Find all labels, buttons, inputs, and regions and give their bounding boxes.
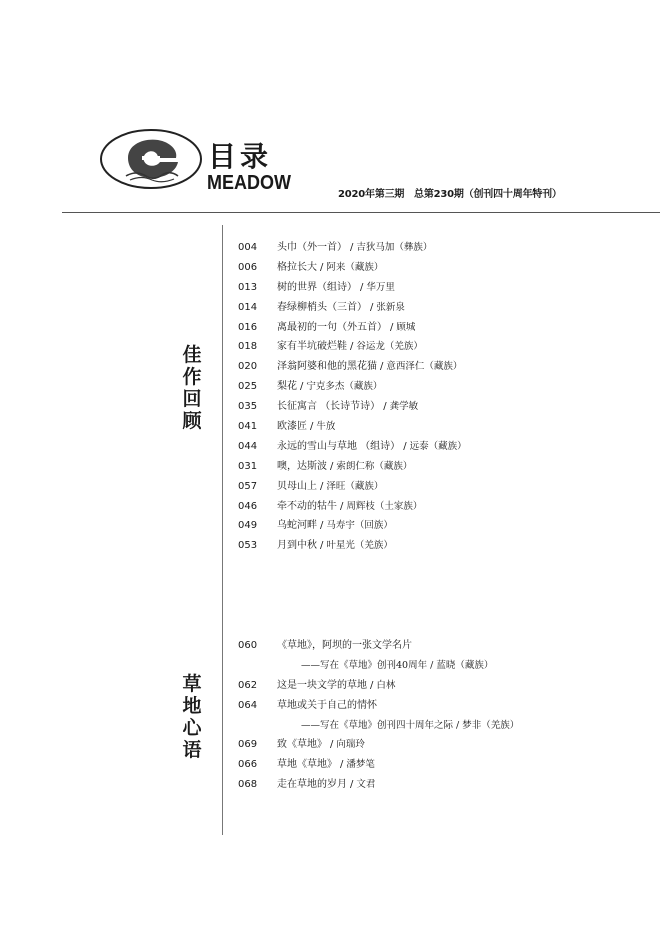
toc-entry[interactable]: 025 梨花 / 宁克多杰（藏族） — [238, 377, 467, 397]
entry-author: 白林 — [376, 679, 396, 691]
entry-title: 家有半坑破烂鞋 — [277, 341, 347, 353]
entry-title: 贝母山上 — [277, 480, 317, 492]
entry-title: 头巾（外一首） — [277, 242, 347, 253]
entry-author: 泽旺（藏族） — [326, 480, 384, 492]
entry-author: 顾城 — [396, 321, 416, 333]
toc-entry[interactable]: 068 走在草地的岁月 / 文君 — [238, 775, 519, 795]
entry-author: 牛放 — [316, 421, 336, 433]
toc-entry[interactable]: 013 树的世界（组诗） / 华万里 — [238, 278, 467, 298]
entry-author: 远泰（藏族） — [409, 440, 467, 452]
entry-title: 乌蛇河畔 — [277, 520, 317, 532]
entry-author: 吉狄马加（彝族） — [356, 242, 433, 253]
entry-title: 春绿柳梢头（三首） — [277, 301, 367, 313]
entry-author: 向瑞玲 — [336, 739, 365, 751]
page-number: 057 — [238, 480, 258, 492]
entry-title: 树的世界（组诗） — [277, 281, 357, 293]
toc-entry[interactable]: 046 牵不动的牯牛 / 周辉枝（土家族） — [238, 497, 467, 517]
page-number: 066 — [238, 759, 258, 771]
page-number: 046 — [238, 500, 258, 512]
entry-title: 噢，达斯波 — [277, 460, 327, 472]
entry-author: 马寿宇（回族） — [326, 520, 393, 532]
entry-author: 周辉枝（土家族） — [346, 500, 423, 512]
page-number: 020 — [238, 361, 258, 373]
entry-subtitle: ——写在《草地》创刊四十周年之际 / 梦非（羌族） — [301, 719, 520, 731]
page-number: 068 — [238, 779, 258, 791]
entry-author: 索朗仁称（藏族） — [336, 460, 413, 472]
toc-entry[interactable]: 053 月到中秋 / 叶星光（羌族） — [238, 536, 467, 556]
entry-title: 永远的雪山与草地 （组诗） — [277, 440, 401, 452]
toc-entry[interactable]: 035 长征寓言 （长诗节诗） / 龚学敏 — [238, 397, 467, 417]
toc-entry[interactable]: 020 泽翁阿婆和他的黑花猫 / 意西泽仁（藏族） — [238, 357, 467, 377]
entry-author: 谷运龙（羌族） — [356, 341, 423, 353]
section-label-caodi: 草地心语 — [182, 673, 202, 761]
page-number: 053 — [238, 540, 258, 552]
entry-title: 梨花 — [277, 381, 297, 393]
page-number: 031 — [238, 460, 258, 472]
page-number: 041 — [238, 421, 258, 433]
page-number: 016 — [238, 321, 258, 333]
page-number: 069 — [238, 739, 258, 751]
entry-author: 文君 — [356, 779, 376, 791]
entry-author: 龚学敏 — [389, 401, 419, 413]
entry-title: 格拉长大 — [277, 261, 317, 273]
entry-author: 张新泉 — [376, 301, 405, 313]
toc-entry[interactable]: 031 噢，达斯波 / 索朗仁称（藏族） — [238, 457, 467, 477]
entry-author: 阿来（藏族） — [326, 261, 384, 273]
page-number: 025 — [238, 381, 258, 393]
toc-entry[interactable]: 044 永远的雪山与草地 （组诗） / 远泰（藏族） — [238, 437, 467, 457]
entry-author: 潘梦笔 — [346, 759, 375, 771]
toc-entry[interactable]: 049 乌蛇河畔 / 马寿宇（回族） — [238, 516, 467, 536]
issue-info: 2020年第三期 总第230期（创刊四十周年特刊） — [338, 189, 562, 200]
page-number: 060 — [238, 640, 258, 651]
entry-subtitle: ——写在《草地》创刊40周年 / 蓝晓（藏族） — [301, 659, 494, 671]
entry-author: 意西泽仁（藏族） — [386, 361, 463, 373]
entry-title: 泽翁阿婆和他的黑花猫 — [277, 361, 377, 373]
toc-entry[interactable]: 069 致《草地》 / 向瑞玲 — [238, 735, 519, 755]
entry-author: 宁克多杰（藏族） — [306, 381, 383, 393]
page-number: 035 — [238, 401, 258, 413]
header-divider — [62, 212, 660, 213]
toc-entry[interactable]: 066 草地《草地》 / 潘梦笔 — [238, 755, 519, 775]
section-label-jiazuo: 佳作回顾 — [182, 344, 202, 432]
toc-entry[interactable]: 006 格拉长大 / 阿来（藏族） — [238, 258, 467, 278]
entry-author: 叶星光（羌族） — [326, 540, 393, 552]
entry-author: 华万里 — [366, 281, 395, 293]
entry-title: 月到中秋 — [277, 540, 317, 552]
entry-title: 离最初的一句（外五首） — [277, 321, 387, 333]
entry-title: 走在草地的岁月 — [277, 779, 347, 791]
toc-entry[interactable]: 004 头巾（外一首） / 吉狄马加（彝族） — [238, 238, 467, 258]
entry-title: 长征寓言 （长诗节诗） — [277, 401, 381, 413]
toc-section-2 — [238, 636, 519, 795]
toc-entry[interactable]: 018 家有半坑破烂鞋 / 谷运龙（羌族） — [238, 337, 467, 357]
page-number: 049 — [238, 520, 258, 532]
page-number: 006 — [238, 261, 258, 273]
toc-entry[interactable] — [238, 696, 519, 716]
toc-entry[interactable]: 041 欧漆匠 / 牛放 — [238, 417, 467, 437]
entry-title: 欧漆匠 — [277, 421, 307, 433]
entry-title: 牵不动的牯牛 — [277, 500, 337, 512]
entry-title: 《草地》，阿坝的一张文学名片 — [277, 640, 412, 651]
entry-title: 致《草地》 — [277, 739, 327, 751]
page-number: 004 — [238, 242, 258, 253]
page-number: 013 — [238, 281, 258, 293]
page-number: 062 — [238, 679, 258, 691]
column-divider — [222, 225, 223, 835]
entry-title: 草地或关于自己的情怀 — [277, 699, 377, 711]
toc-entry[interactable]: 014 春绿柳梢头（三首） / 张新泉 — [238, 298, 467, 318]
toc-entry[interactable]: 062 这是一块文学的草地 / 白林 — [238, 676, 519, 696]
toc-section-1 — [238, 238, 467, 556]
magazine-name: MEADOW — [207, 172, 291, 194]
page-number: 064 — [238, 699, 258, 711]
toc-entry[interactable]: 016 离最初的一句（外五首） / 顾城 — [238, 318, 467, 338]
entry-title: 这是一块文学的草地 — [277, 679, 367, 691]
meadow-logo — [98, 128, 208, 194]
toc-entry[interactable] — [238, 636, 519, 656]
page-number: 014 — [238, 301, 258, 313]
page-number: 044 — [238, 440, 258, 452]
toc-title: 目录 — [208, 140, 273, 173]
toc-entry[interactable]: 057 贝母山上 / 泽旺（藏族） — [238, 477, 467, 497]
page-number: 018 — [238, 341, 258, 353]
entry-title: 草地《草地》 — [277, 759, 337, 771]
